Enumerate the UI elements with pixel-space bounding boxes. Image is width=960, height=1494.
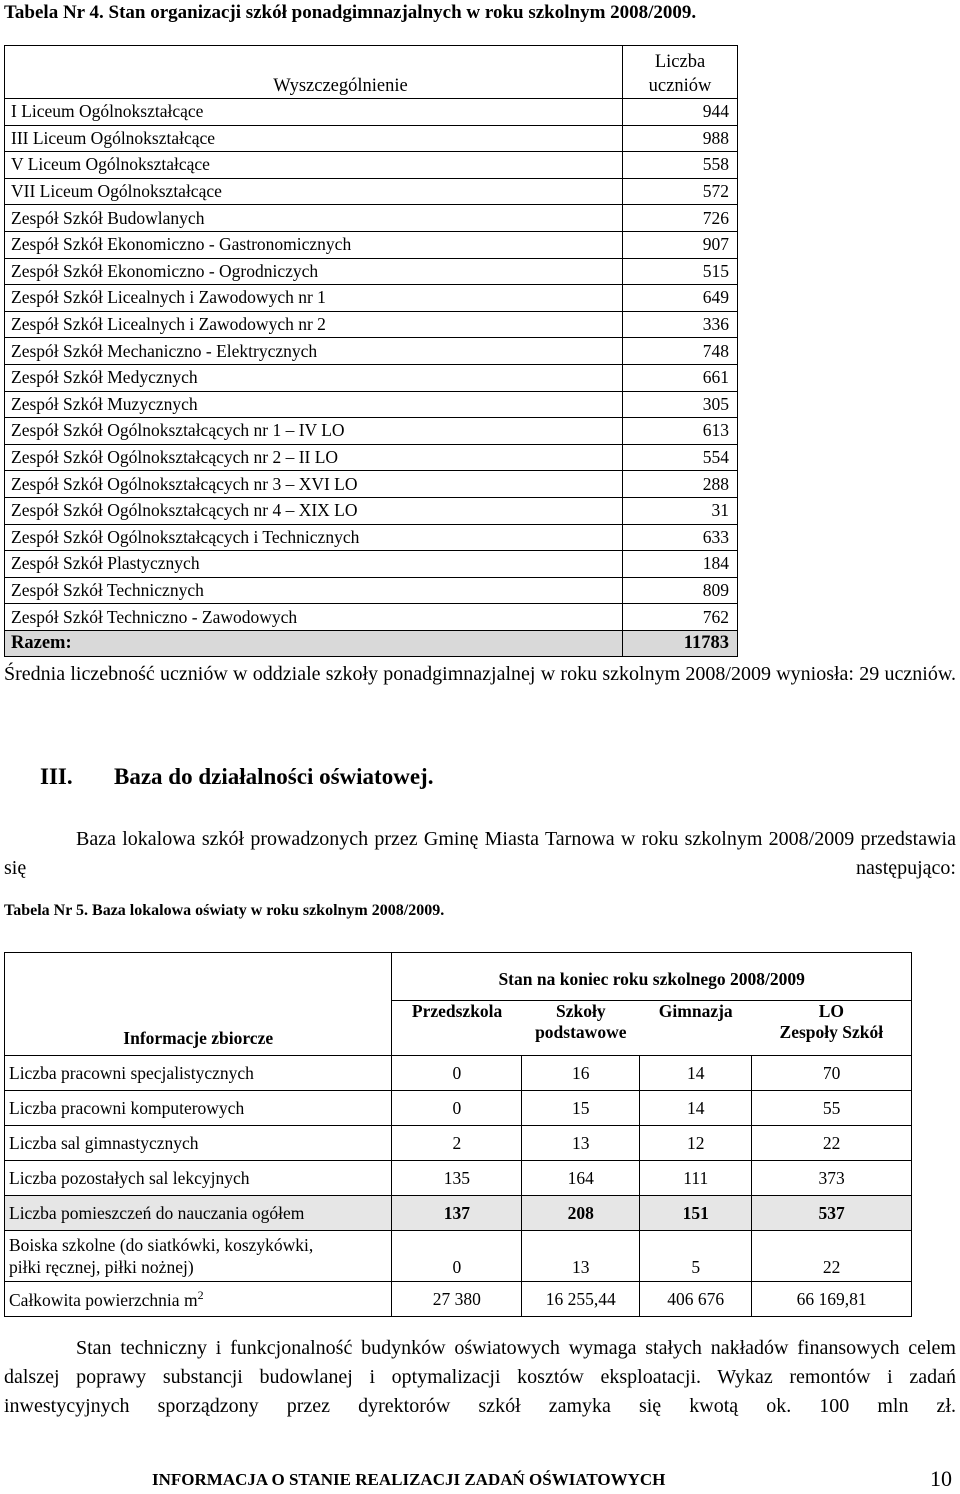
gimnazja-value: 14	[640, 1091, 752, 1126]
school-name: VII Liceum Ogólnokształcące	[5, 178, 623, 205]
student-count: 31	[623, 497, 738, 524]
student-count: 305	[623, 391, 738, 418]
school-name: Zespół Szkół Ogólnokształcących nr 4 – XIX LO	[5, 497, 623, 524]
col-szkoly-line1: Szkoły	[555, 1000, 606, 1021]
table-row	[5, 524, 738, 551]
student-count: 633	[623, 524, 738, 551]
lo-value: 70	[752, 1056, 912, 1091]
table-row	[5, 338, 738, 365]
area-value: 27 380	[392, 1282, 522, 1317]
student-count: 748	[623, 338, 738, 365]
gimnazja-value: 12	[640, 1126, 752, 1161]
table4-total-row	[5, 630, 738, 657]
school-name: Zespół Szkół Plastycznych	[5, 551, 623, 578]
lo-value: 373	[752, 1161, 912, 1196]
lo-value: 22	[752, 1126, 912, 1161]
table-row	[5, 178, 738, 205]
total-label: Razem:	[5, 630, 623, 657]
student-count: 558	[623, 152, 738, 179]
table-row	[5, 551, 738, 578]
school-name: Zespół Szkół Ekonomiczno - Gastronomicznych	[5, 231, 623, 258]
section-title: Baza do działalności oświatowej.	[114, 764, 434, 789]
table-row	[5, 1056, 912, 1091]
boiska-line1: Boiska szkolne (do siatkówki, koszykówki,	[9, 1235, 314, 1255]
student-count: 515	[623, 258, 738, 285]
table5-caption: Tabela Nr 5. Baza lokalowa oświaty w roku szkolnym 2008/2009.	[4, 902, 445, 919]
table-row	[5, 604, 738, 631]
table-row	[5, 1126, 912, 1161]
school-name: III Liceum Ogólnokształcące	[5, 125, 623, 152]
school-name: Zespół Szkół Medycznych	[5, 364, 623, 391]
school-name: Zespół Szkół Budowlanych	[5, 205, 623, 232]
szkoly-value: 208	[522, 1196, 640, 1231]
boiska-value: 0	[392, 1231, 522, 1282]
school-name: Zespół Szkół Ogólnokształcących nr 3 – XVI LO	[5, 471, 623, 498]
boiska-value: 5	[640, 1231, 752, 1282]
col-lo-line1: LO	[818, 1000, 844, 1021]
header-col2-line1: Liczba	[654, 52, 706, 72]
table-row	[5, 418, 738, 445]
paragraph-base: Baza lokalowa szkół prowadzonych przez Gminę Miasta Tarnowa w roku szkolnym 2008/2009 przedstawia się następująco:	[4, 828, 956, 879]
szkoly-value: 13	[522, 1126, 640, 1161]
przedszkola-value: 137	[392, 1196, 522, 1231]
table-row	[5, 1282, 912, 1317]
table-row	[5, 1231, 912, 1282]
przedszkola-value: 135	[392, 1161, 522, 1196]
student-count: 554	[623, 444, 738, 471]
row-label: Liczba pracowni komputerowych	[5, 1091, 392, 1126]
row-label: Liczba sal gimnastycznych	[5, 1126, 392, 1161]
school-name: Zespół Szkół Muzycznych	[5, 391, 623, 418]
gimnazja-value: 111	[640, 1161, 752, 1196]
school-name: V Liceum Ogólnokształcące	[5, 152, 623, 179]
przedszkola-value: 0	[392, 1091, 522, 1126]
col-lo-line2: Zespoły Szkół	[779, 1021, 884, 1042]
student-count: 572	[623, 178, 738, 205]
total-value: 11783	[623, 630, 738, 657]
szkoly-value: 15	[522, 1091, 640, 1126]
school-name: Zespół Szkół Ogólnokształcących i Technicznych	[5, 524, 623, 551]
table-row	[5, 1161, 912, 1196]
table-row	[5, 1196, 912, 1231]
table5-header-info	[5, 953, 392, 1056]
student-count: 988	[623, 125, 738, 152]
row-label: Liczba pomieszczeń do nauczania ogółem	[5, 1196, 392, 1231]
school-name: Zespół Szkół Technicznych	[5, 577, 623, 604]
area-unit-sup: 2	[197, 1287, 204, 1302]
lo-value: 55	[752, 1091, 912, 1126]
table-row	[5, 311, 738, 338]
student-count: 726	[623, 205, 738, 232]
student-count: 809	[623, 577, 738, 604]
row-label	[5, 1231, 392, 1282]
przedszkola-value: 0	[392, 1056, 522, 1091]
table4-header-col1: Wyszczególnienie	[5, 46, 623, 99]
table-row	[5, 577, 738, 604]
table4	[4, 45, 738, 657]
table-row	[5, 391, 738, 418]
student-count: 649	[623, 285, 738, 312]
student-count: 907	[623, 231, 738, 258]
area-label: Całkowita powierzchnia m	[9, 1289, 198, 1310]
paragraph-average: Średnia liczebność uczniów w oddziale szkoły ponadgimnazjalnej w roku szkolnym 2008/2009 wyniosła: 29 uczniów.	[4, 663, 956, 685]
student-count: 661	[623, 364, 738, 391]
student-count: 336	[623, 311, 738, 338]
school-name: Zespół Szkół Licealnych i Zawodowych nr 1	[5, 285, 623, 312]
table4-header-col2	[623, 46, 738, 99]
table-row	[5, 99, 738, 126]
page-number: 10	[930, 1466, 952, 1491]
table5-header-group: Stan na koniec roku szkolnego 2008/2009	[392, 953, 912, 1001]
table4-header-row	[5, 46, 738, 99]
przedszkola-value: 2	[392, 1126, 522, 1161]
gimnazja-value: 151	[640, 1196, 752, 1231]
table-row	[5, 205, 738, 232]
table-row	[5, 444, 738, 471]
page-footer: INFORMACJA O STANIE REALIZACJI ZADAŃ OŚWIATOWYCH	[152, 1470, 666, 1489]
table5-col-gimnazja: Gimnazja	[640, 1000, 752, 1055]
table-row	[5, 1091, 912, 1126]
table4-caption: Tabela Nr 4. Stan organizacji szkół ponadgimnazjalnych w roku szkolnym 2008/2009.	[4, 2, 697, 23]
col-szkoly-line2: podstawowe	[535, 1021, 627, 1042]
student-count: 762	[623, 604, 738, 631]
boiska-value: 22	[752, 1231, 912, 1282]
row-label	[5, 1282, 392, 1317]
szkoly-value: 16	[522, 1056, 640, 1091]
student-count: 944	[623, 99, 738, 126]
school-name: Zespół Szkół Mechaniczno - Elektrycznych	[5, 338, 623, 365]
paragraph-technical: Stan techniczny i funkcjonalność budynków oświatowych wymaga stałych nakładów finansowych celem dalszej poprawy substancji budowlanej i optymalizacji kosztów eksploatacji. Wykaz remontów i zadań inwestycyjnych sporządzony przez dyrektorów szkół zamyka się kwotą ok. 100 mln zł.	[4, 1337, 956, 1417]
gimnazja-value: 14	[640, 1056, 752, 1091]
header-col2-line2: uczniów	[648, 76, 712, 96]
szkoly-value: 164	[522, 1161, 640, 1196]
student-count: 613	[623, 418, 738, 445]
table5-col-przedszkola: Przedszkola	[392, 1000, 522, 1055]
table-row	[5, 471, 738, 498]
student-count: 184	[623, 551, 738, 578]
area-value: 16 255,44	[522, 1282, 640, 1317]
school-name: Zespół Szkół Ekonomiczno - Ogrodniczych	[5, 258, 623, 285]
table5-header-row1	[5, 953, 912, 1001]
area-value: 406 676	[640, 1282, 752, 1317]
table5-col-lo	[752, 1000, 912, 1055]
school-name: Zespół Szkół Ogólnokształcących nr 1 – IV LO	[5, 418, 623, 445]
row-label: Liczba pozostałych sal lekcyjnych	[5, 1161, 392, 1196]
school-name: Zespół Szkół Techniczno - Zawodowych	[5, 604, 623, 631]
table5	[4, 952, 912, 1317]
table-row	[5, 125, 738, 152]
header-info-label: Informacje zbiorcze	[123, 1028, 274, 1048]
school-name: Zespół Szkół Licealnych i Zawodowych nr 2	[5, 311, 623, 338]
table-row	[5, 231, 738, 258]
table-row	[5, 258, 738, 285]
school-name: I Liceum Ogólnokształcące	[5, 99, 623, 126]
section-number: III.	[40, 764, 73, 789]
table-row	[5, 285, 738, 312]
area-value: 66 169,81	[752, 1282, 912, 1317]
row-label: Liczba pracowni specjalistycznych	[5, 1056, 392, 1091]
boiska-value: 13	[522, 1231, 640, 1282]
lo-value: 537	[752, 1196, 912, 1231]
table5-col-szkoly	[522, 1000, 640, 1055]
table-row	[5, 497, 738, 524]
school-name: Zespół Szkół Ogólnokształcących nr 2 – II LO	[5, 444, 623, 471]
student-count: 288	[623, 471, 738, 498]
table-row	[5, 364, 738, 391]
table-row	[5, 152, 738, 179]
boiska-line2: piłki ręcznej, piłki nożnej)	[9, 1257, 194, 1277]
